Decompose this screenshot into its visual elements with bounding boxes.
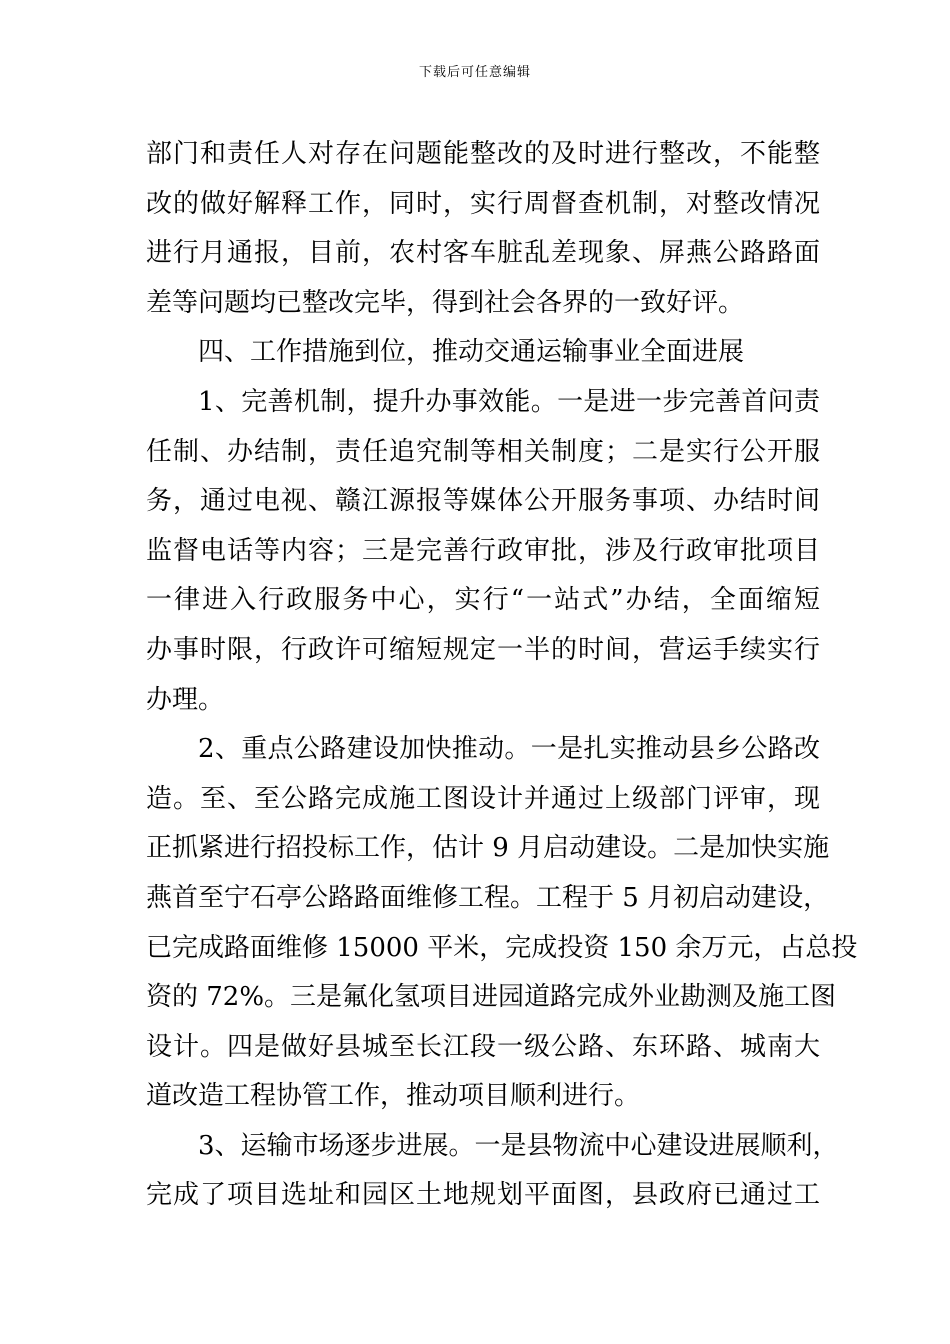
text-line: 正抓紧进行招投标工作，估计 9 月启动建设。二是加快实施 [146, 833, 830, 864]
text-line: 造。至、至公路完成施工图设计并通过上级部门评审，现 [146, 783, 820, 814]
page-header: 下载后可任意编辑 [418, 65, 531, 80]
text-line: 设计。四是做好县城至长江段一级公路、东环路、城南大 [146, 1031, 820, 1062]
text-line: 燕首至宁石亭公路路面维修工程。工程于 5 月初启动建设， [146, 882, 830, 913]
document-body [146, 130, 858, 1221]
text-line: 1、完善机制，提升办事效能。一是进一步完善首问责 [198, 386, 820, 417]
text-line: 2、重点公路建设加快推动。一是扎实推动县乡公路改 [198, 734, 820, 765]
text-line: 已完成路面维修 15000 平米，完成投资 150 余万元，占总投 [146, 932, 858, 963]
text-line: 差等问题均已整改完毕，得到社会各界的一致好评。 [146, 287, 745, 318]
text-line: 办事时限，行政许可缩短规定一半的时间，营运手续实行 [146, 634, 820, 665]
text-line: 3、运输市场逐步进展。一是县物流中心建设进展顺利， [198, 1130, 839, 1161]
text-line: 任制、办结制，责任追究制等相关制度；二是实行公开服 [146, 436, 820, 467]
text-line: 完成了项目选址和园区土地规划平面图，县政府已通过工 [146, 1180, 820, 1211]
text-line: 一律进入行政服务中心，实行“一站式”办结，全面缩短 [146, 585, 820, 616]
text-line: 资的 72%。三是氟化氢项目进园道路完成外业勘测及施工图 [146, 982, 837, 1013]
text-line: 监督电话等内容；三是完善行政审批，涉及行政审批项目 [146, 535, 820, 566]
text-line: 改的做好解释工作，同时，实行周督查机制，对整改情况 [146, 188, 820, 219]
section-heading: 四、工作措施到位，推动交通运输事业全面进展 [198, 337, 745, 368]
text-line: 办理。 [146, 684, 225, 715]
text-line: 进行月通报，目前，农村客车脏乱差现象、屏燕公路路面 [146, 238, 820, 269]
text-line: 部门和责任人对存在问题能整改的及时进行整改，不能整 [146, 139, 820, 169]
text-line: 道改造工程协管工作，推动项目顺利进行。 [146, 1081, 641, 1112]
text-line: 务，通过电视、赣江源报等媒体公开服务事项、办结时间 [146, 486, 820, 517]
